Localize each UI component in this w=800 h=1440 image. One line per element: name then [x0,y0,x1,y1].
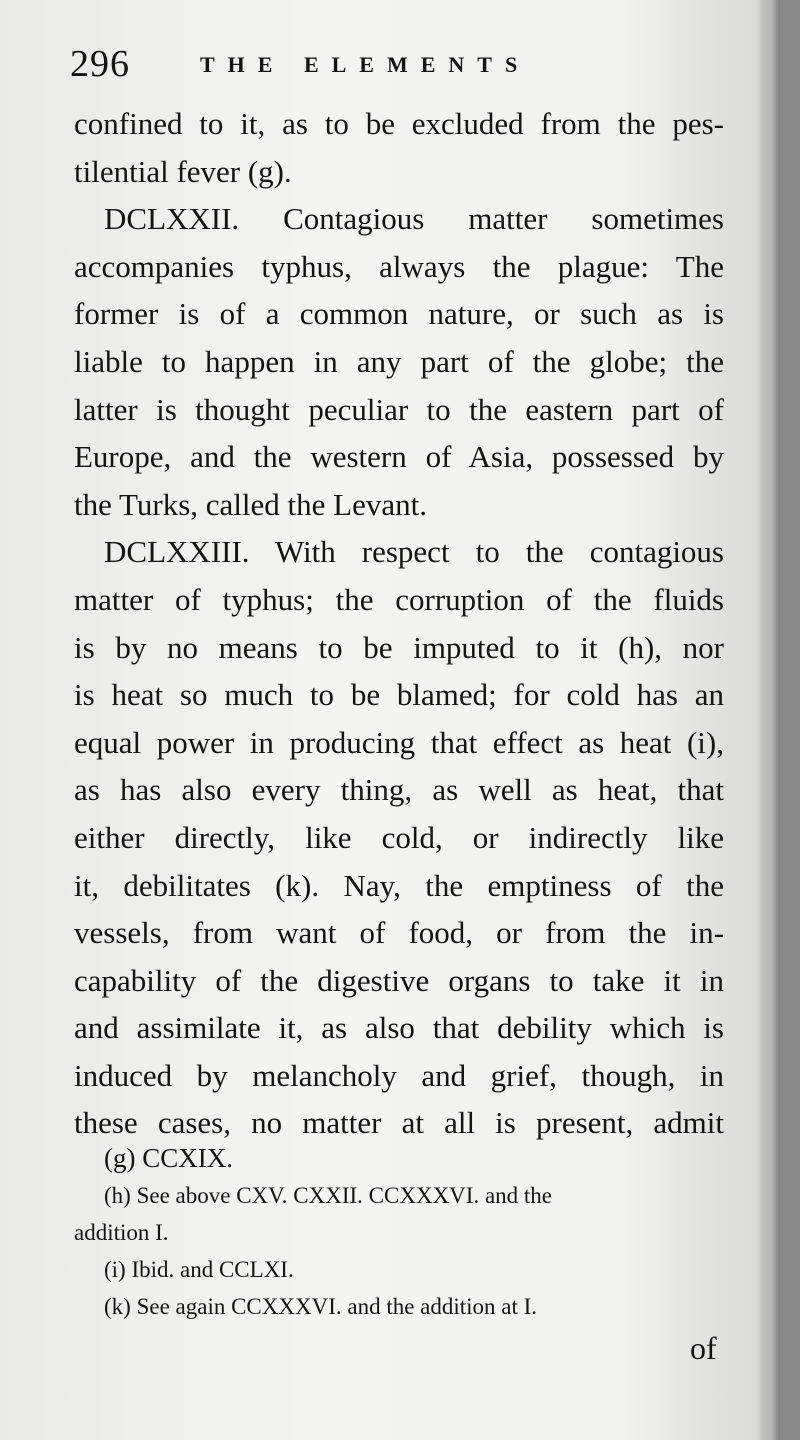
text-line: DCLXXIII. With respect to the contagious [104,534,724,570]
text-line: is heat so much to be blamed; for cold has an [74,677,724,713]
body-text [74,100,724,1147]
footnote-k: (k) See again CCXXXVI. and the addition at I. [104,1294,538,1319]
text-line: equal power in producing that effect as heat (i), [74,724,724,760]
running-head: THE ELEMENTS [200,52,531,77]
footnote-h: (h) See above CXV. CXXII. CCXXXVI. and the [104,1183,553,1208]
footnote-i: (i) Ibid. and CCLXI. [104,1257,294,1282]
text-line: vessels, from want of food, or from the in- [74,915,724,951]
text-line: induced by melancholy and grief, though, in [74,1057,724,1093]
text-line: matter of typhus; the corruption of the fluids [74,581,724,617]
page-number: 296 [70,43,130,85]
footnotes [74,1140,724,1325]
text-line: is by no means to be imputed to it (h), nor [74,629,724,665]
text-line: latter is thought peculiar to the eastern part of [74,391,724,427]
text-line: it, debilitates (k). Nay, the emptiness of the [74,867,724,903]
text-line: capability of the digestive organs to take it in [74,962,724,998]
text-line: accompanies typhus, always the plague: The [74,248,724,284]
catchword: of [690,1330,717,1366]
text-line: former is of a common nature, or such as is [74,296,724,332]
text-line: either directly, like cold, or indirectly like [74,819,724,855]
text-line: the Turks, called the Levant. [74,486,427,522]
text-line: DCLXXII. Contagious matter sometimes [104,201,724,237]
text-line: Europe, and the western of Asia, possessed by [74,439,724,475]
text-line: as has also every thing, as well as heat, that [74,772,724,808]
page-edge-shadow [758,0,780,1440]
footnote-h-continued: addition I. [74,1220,169,1245]
text-line: confined to it, as to be excluded from the pes- [74,106,724,141]
text-line: liable to happen in any part of the globe; the [74,343,724,379]
text-line: tilential fever (g). [74,153,292,189]
footnote-g: (g) CCXIX. [104,1143,233,1173]
page-header [60,40,700,90]
text-line: and assimilate it, as also that debility which is [74,1010,724,1046]
text-line: these cases, no matter at all is present, admit [74,1105,724,1141]
